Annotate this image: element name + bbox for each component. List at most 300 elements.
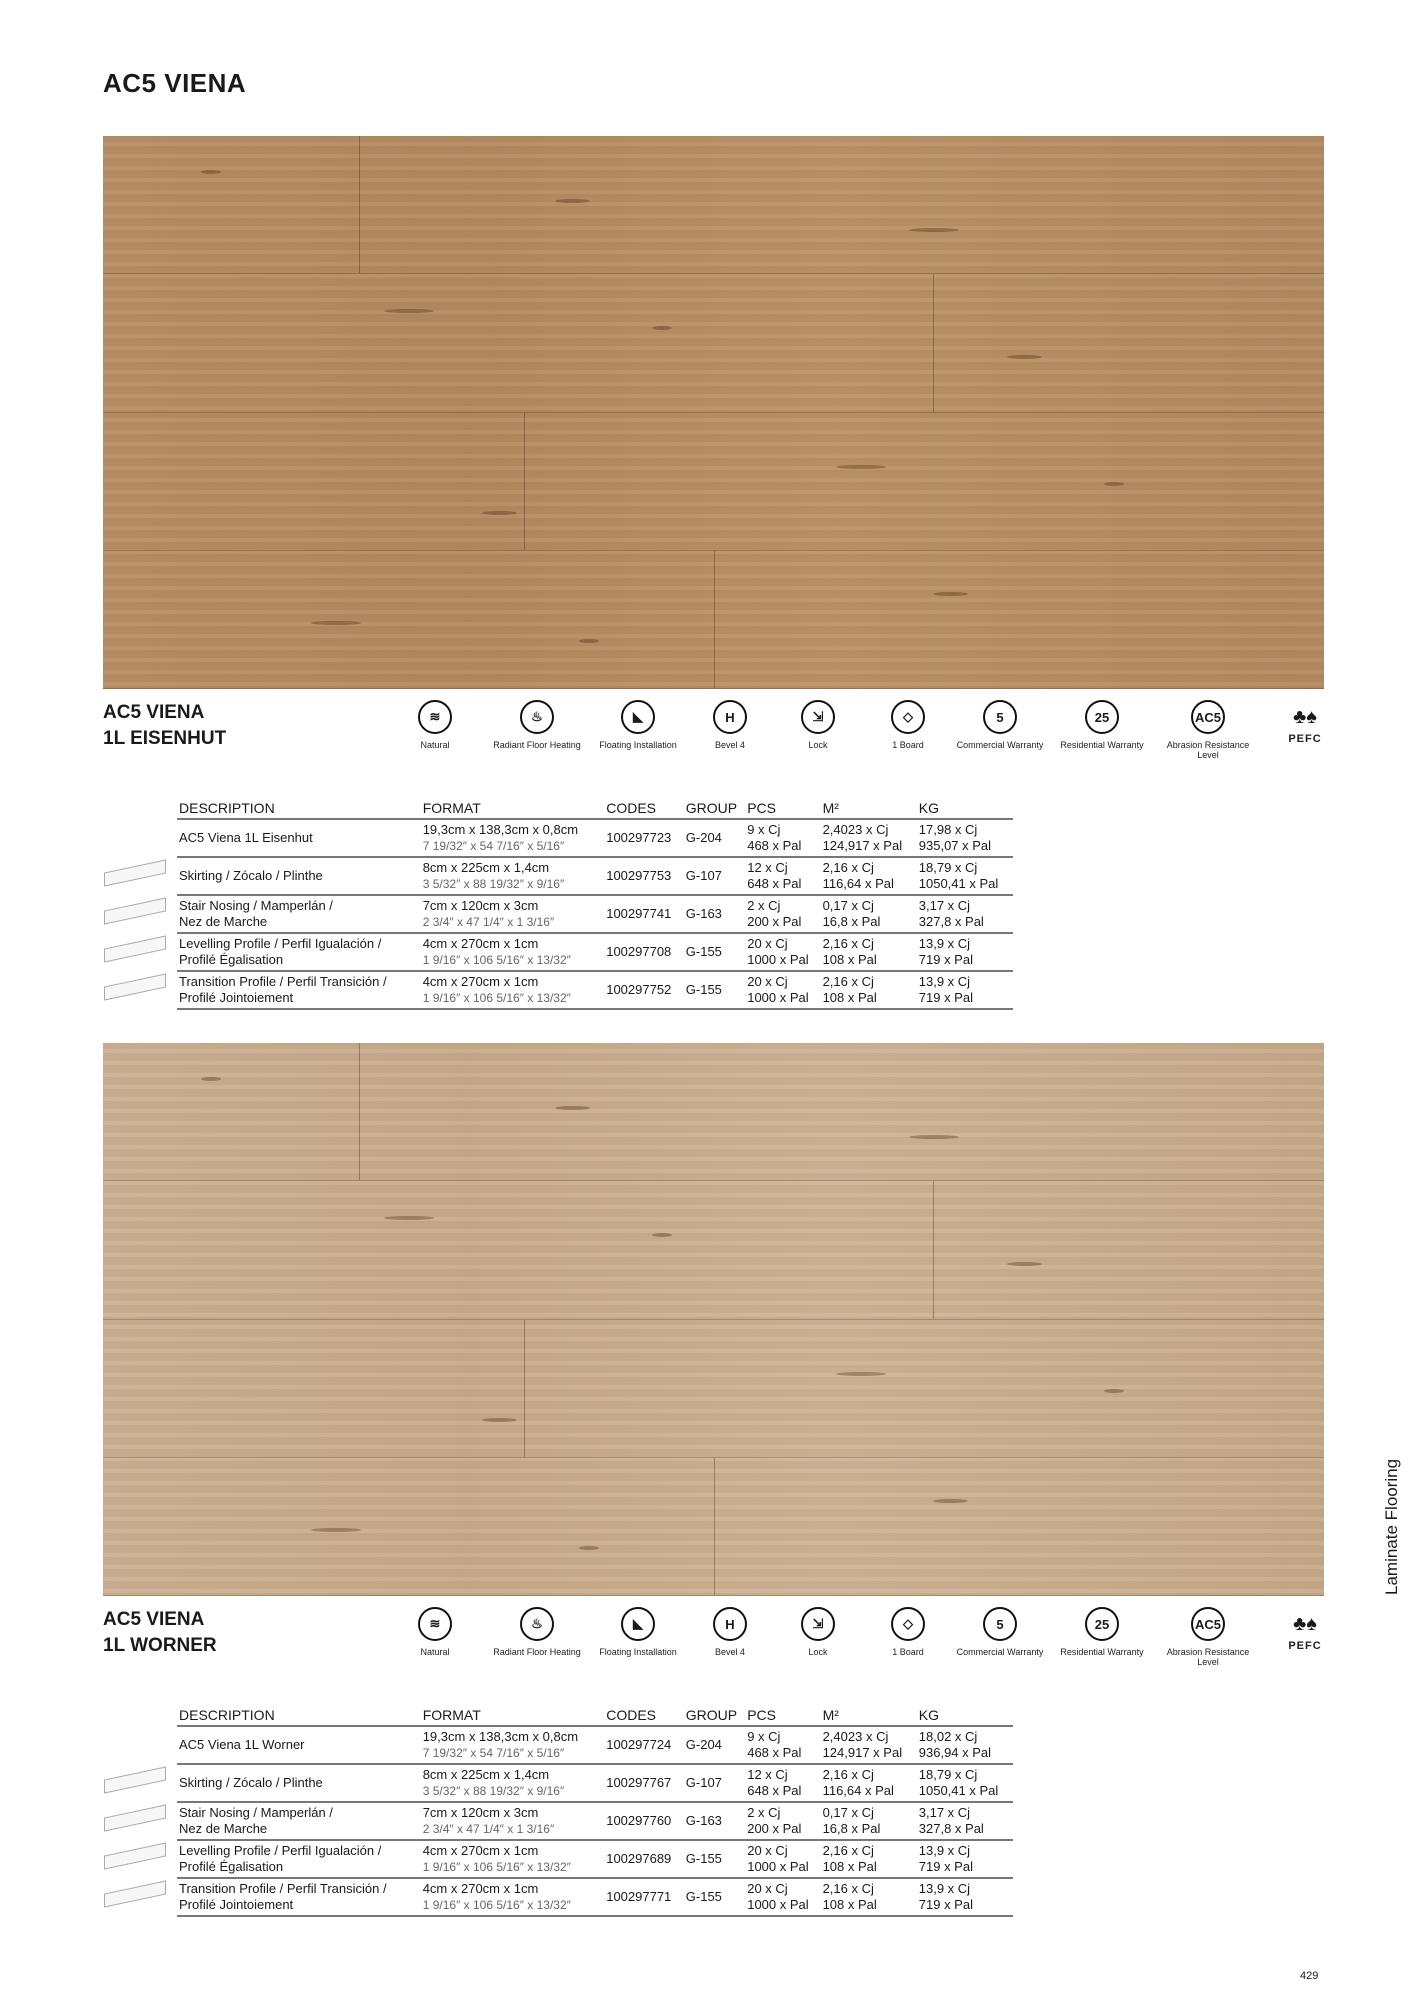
cell-value-secondary: 7 19/32″ x 54 7/16″ x 5/16″: [422, 839, 565, 853]
cell-value-secondary: 108 x Pal: [822, 952, 877, 967]
product-table: [177, 1707, 1013, 1917]
cell-value-secondary: 1 9/16″ x 106 5/16″ x 13/32″: [422, 1898, 571, 1912]
feature-label: Radiant Floor Heating: [493, 740, 581, 750]
cell-value-secondary: 719 x Pal: [918, 990, 973, 1005]
profile-thumbnail: [104, 935, 166, 962]
column-header: KG: [917, 800, 1013, 819]
feature-label: Floating Installation: [599, 1647, 677, 1657]
cell-value: 100297767: [606, 1775, 672, 1790]
cell-value: G-155: [685, 982, 722, 997]
cell-value: Transition Profile / Perfil Transición /: [179, 974, 387, 989]
feature-radiant-floor-heating: [492, 1607, 582, 1657]
product-name-line1: AC5 VIENA: [103, 1609, 205, 1630]
table-header-row: [177, 800, 1013, 819]
cell-value-secondary: 648 x Pal: [747, 876, 802, 891]
feature-pefc-logo: [1260, 700, 1350, 744]
cell-kg: [917, 857, 1013, 895]
cell-kg: [917, 933, 1013, 971]
page-title: AC5 VIENA: [103, 68, 247, 98]
wood-knot: [311, 621, 361, 625]
wood-knot: [1104, 1389, 1124, 1393]
commercial-warranty-icon: 5: [983, 1607, 1017, 1641]
cell-value: 18,79 x Cj: [918, 1767, 978, 1782]
cell-value-secondary: 1000 x Pal: [747, 990, 809, 1005]
feature-icons: [0, 1607, 1414, 1687]
product-name-line1: AC5 VIENA: [103, 702, 205, 723]
column-header: CODES: [604, 1707, 684, 1726]
cell-group: [684, 1802, 745, 1840]
cell-value: 3,17 x Cj: [918, 1805, 971, 1820]
wood-knot: [909, 1135, 959, 1139]
feature-label: Radiant Floor Heating: [493, 1647, 581, 1657]
cell-value: 13,9 x Cj: [918, 974, 971, 989]
feature-label: PEFC: [1288, 1640, 1322, 1652]
wood-knot: [652, 326, 672, 330]
wood-knot: [652, 1233, 672, 1237]
cell-group: [684, 1840, 745, 1878]
cell-m2: [821, 1878, 917, 1916]
cell-kg: [917, 1802, 1013, 1840]
plank-row: [103, 1458, 1324, 1596]
cell-value: 2,4023 x Cj: [822, 1729, 889, 1744]
cell-value-secondary: 108 x Pal: [822, 1897, 877, 1912]
cell-value: 2,16 x Cj: [822, 860, 874, 875]
cell-value: G-155: [685, 1851, 722, 1866]
feature-label: Natural: [420, 740, 450, 750]
cell-value: G-163: [685, 1813, 722, 1828]
wood-knot: [579, 1546, 599, 1550]
cell-code: [604, 1878, 684, 1916]
feature-label: Floating Installation: [599, 740, 677, 750]
cell-value: AC5 Viena 1L Eisenhut: [179, 830, 313, 845]
cell-value-secondary: 200 x Pal: [747, 1821, 802, 1836]
commercial-warranty-icon: 5: [983, 700, 1017, 734]
cell-value: G-155: [685, 944, 722, 959]
cell-value: 18,02 x Cj: [918, 1729, 978, 1744]
wood-knot: [1104, 482, 1124, 486]
cell-value: 13,9 x Cj: [918, 1843, 971, 1858]
cell-value-secondary: 719 x Pal: [918, 1859, 973, 1874]
cell-value: 100297708: [606, 944, 672, 959]
cell-pcs: [745, 857, 820, 895]
cell-m2: [821, 933, 917, 971]
residential-warranty-icon: 25: [1085, 1607, 1119, 1641]
plank-seam: [933, 1181, 934, 1318]
column-header: GROUP: [684, 1707, 745, 1726]
cell-value-secondary: 935,07 x Pal: [918, 838, 992, 853]
cell-group: [684, 895, 745, 933]
plank-row: [103, 551, 1324, 689]
cell-value: 100297760: [606, 1813, 672, 1828]
wood-knot: [201, 1077, 221, 1081]
cell-value: 2,16 x Cj: [822, 1881, 874, 1896]
feature-label: 1 Board: [892, 740, 924, 750]
cell-value: 7cm x 120cm x 3cm: [422, 898, 539, 913]
cell-value-secondary: 648 x Pal: [747, 1783, 802, 1798]
cell-value-secondary: 1 9/16″ x 106 5/16″ x 13/32″: [422, 991, 571, 1005]
abrasion-resistance-icon: AC5: [1191, 1607, 1225, 1641]
cell-fmt: [421, 1764, 605, 1802]
cell-desc: [177, 971, 421, 1009]
cell-desc: [177, 1878, 421, 1916]
cell-value: 12 x Cj: [747, 860, 788, 875]
cell-value-secondary: 2 3/4″ x 47 1/4″ x 1 3/16″: [422, 1822, 555, 1836]
cell-value-secondary: Nez de Marche: [179, 1821, 268, 1836]
cell-code: [604, 1764, 684, 1802]
radiant-floor-heating-icon: ♨: [520, 700, 554, 734]
cell-group: [684, 1764, 745, 1802]
cell-value-secondary: 1050,41 x Pal: [918, 1783, 999, 1798]
cell-value-secondary: 1000 x Pal: [747, 1897, 809, 1912]
cell-value: 100297724: [606, 1737, 672, 1752]
feature-floating-installation: [593, 700, 683, 750]
cell-value: Levelling Profile / Perfil Igualación /: [179, 1843, 382, 1858]
cell-fmt: [421, 933, 605, 971]
wood-knot: [311, 1528, 361, 1532]
cell-value: 7cm x 120cm x 3cm: [422, 1805, 539, 1820]
cell-value: 8cm x 225cm x 1,4cm: [422, 860, 550, 875]
feature-pefc-logo: [1260, 1607, 1350, 1651]
wood-knot: [909, 228, 959, 232]
cell-fmt: [421, 1840, 605, 1878]
cell-value: 3,17 x Cj: [918, 898, 971, 913]
cell-m2: [821, 1840, 917, 1878]
cell-code: [604, 1726, 684, 1764]
wood-knot: [933, 592, 968, 596]
cell-value: 8cm x 225cm x 1,4cm: [422, 1767, 550, 1782]
feature-label: Natural: [420, 1647, 450, 1657]
wood-knot: [482, 511, 517, 515]
feature-lock: [773, 1607, 863, 1657]
feature-label: Residential Warranty: [1060, 740, 1144, 750]
cell-m2: [821, 1802, 917, 1840]
bevel-icon: H: [713, 1607, 747, 1641]
cell-value: G-204: [685, 1737, 722, 1752]
abrasion-resistance-icon: AC5: [1191, 700, 1225, 734]
cell-value: 20 x Cj: [747, 1881, 788, 1896]
cell-kg: [917, 971, 1013, 1009]
plank-seam: [524, 413, 525, 550]
cell-code: [604, 971, 684, 1009]
cell-value: 2,4023 x Cj: [822, 822, 889, 837]
cell-pcs: [745, 1764, 820, 1802]
plank-seam: [359, 136, 360, 273]
feature-label: Lock: [808, 1647, 828, 1657]
cell-code: [604, 895, 684, 933]
feature-commercial-warranty: [955, 1607, 1045, 1657]
cell-value: Levelling Profile / Perfil Igualación /: [179, 936, 382, 951]
cell-value: G-107: [685, 868, 722, 883]
cell-fmt: [421, 1802, 605, 1840]
pefc-logo-icon: ♣♠: [1293, 1612, 1317, 1635]
cell-value-secondary: 3 5/32″ x 88 19/32″ x 9/16″: [422, 1784, 565, 1798]
column-header: KG: [917, 1707, 1013, 1726]
table-row: [177, 1764, 1013, 1802]
plank-row: [103, 1043, 1324, 1181]
column-header: M²: [821, 800, 917, 819]
cell-value: 20 x Cj: [747, 1843, 788, 1858]
cell-value-secondary: 116,64 x Pal: [822, 876, 894, 891]
wood-knot: [384, 309, 434, 313]
cell-value: 2,16 x Cj: [822, 936, 874, 951]
cell-pcs: [745, 1878, 820, 1916]
cell-kg: [917, 1764, 1013, 1802]
cell-value: AC5 Viena 1L Worner: [179, 1737, 305, 1752]
cell-pcs: [745, 933, 820, 971]
product-image-worner: [103, 1043, 1324, 1596]
plank-row: [103, 136, 1324, 274]
table-row: [177, 1726, 1013, 1764]
cell-value-secondary: 327,8 x Pal: [918, 1821, 984, 1836]
cell-fmt: [421, 895, 605, 933]
cell-group: [684, 819, 745, 857]
profile-thumbnail: [104, 1766, 166, 1793]
column-header: FORMAT: [421, 800, 605, 819]
table-row: [177, 1802, 1013, 1840]
wood-knot: [384, 1216, 434, 1220]
cell-desc: [177, 1764, 421, 1802]
product-name-line2: 1L WORNER: [103, 1635, 217, 1656]
floating-installation-icon: ◣: [621, 1607, 655, 1641]
cell-pcs: [745, 1802, 820, 1840]
wood-knot: [836, 465, 886, 469]
cell-fmt: [421, 1726, 605, 1764]
cell-value-secondary: 1 9/16″ x 106 5/16″ x 13/32″: [422, 1860, 571, 1874]
lock-icon: ⇲: [801, 1607, 835, 1641]
feature-bevel: [685, 1607, 775, 1657]
cell-value: 100297752: [606, 982, 672, 997]
cell-value-secondary: 936,94 x Pal: [918, 1745, 992, 1760]
cell-fmt: [421, 819, 605, 857]
cell-pcs: [745, 895, 820, 933]
pefc-logo-icon: ♣♠: [1293, 705, 1317, 728]
feature-label: Abrasion Resistance Level: [1166, 1647, 1250, 1667]
wood-knot: [579, 639, 599, 643]
feature-label: Abrasion Resistance Level: [1166, 740, 1250, 760]
feature-label: Commercial Warranty: [956, 1647, 1044, 1657]
cell-pcs: [745, 971, 820, 1009]
cell-m2: [821, 857, 917, 895]
cell-group: [684, 971, 745, 1009]
plank-seam: [714, 551, 715, 688]
column-header: M²: [821, 1707, 917, 1726]
cell-value: 2,16 x Cj: [822, 1767, 874, 1782]
cell-desc: [177, 1840, 421, 1878]
cell-value-secondary: 468 x Pal: [747, 1745, 802, 1760]
section-side-label: Laminate Flooring: [1382, 1458, 1401, 1595]
column-header: DESCRIPTION: [177, 1707, 421, 1726]
table-row: [177, 933, 1013, 971]
feature-one-board: [863, 700, 953, 750]
cell-group: [684, 933, 745, 971]
cell-group: [684, 1878, 745, 1916]
cell-code: [604, 857, 684, 895]
cell-kg: [917, 895, 1013, 933]
product-image-eisenhut: [103, 136, 1324, 689]
wood-knot: [933, 1499, 968, 1503]
feature-label: Residential Warranty: [1060, 1647, 1144, 1657]
cell-value: 4cm x 270cm x 1cm: [422, 936, 539, 951]
wood-knot: [555, 1106, 590, 1110]
cell-value-secondary: 2 3/4″ x 47 1/4″ x 1 3/16″: [422, 915, 555, 929]
cell-value: 13,9 x Cj: [918, 1881, 971, 1896]
cell-code: [604, 933, 684, 971]
cell-value: 2 x Cj: [747, 1805, 781, 1820]
cell-group: [684, 1726, 745, 1764]
plank-seam: [359, 1043, 360, 1180]
cell-value-secondary: 719 x Pal: [918, 952, 973, 967]
cell-value: 20 x Cj: [747, 974, 788, 989]
cell-value: 4cm x 270cm x 1cm: [422, 1881, 539, 1896]
natural-icon: ≋: [418, 1607, 452, 1641]
cell-value: 19,3cm x 138,3cm x 0,8cm: [422, 1729, 579, 1744]
cell-desc: [177, 895, 421, 933]
cell-value: 9 x Cj: [747, 1729, 781, 1744]
cell-pcs: [745, 1840, 820, 1878]
column-header: GROUP: [684, 800, 745, 819]
cell-value: 0,17 x Cj: [822, 898, 874, 913]
feature-bevel: [685, 700, 775, 750]
cell-fmt: [421, 971, 605, 1009]
cell-value: G-163: [685, 906, 722, 921]
cell-value-secondary: 200 x Pal: [747, 914, 802, 929]
plank-seam: [933, 274, 934, 411]
cell-value: 9 x Cj: [747, 822, 781, 837]
cell-desc: [177, 857, 421, 895]
feature-label: Lock: [808, 740, 828, 750]
cell-value-secondary: Profilé Jointoiement: [179, 1897, 294, 1912]
cell-value: G-204: [685, 830, 722, 845]
cell-fmt: [421, 1878, 605, 1916]
cell-group: [684, 857, 745, 895]
cell-value: 12 x Cj: [747, 1767, 788, 1782]
cell-value-secondary: 3 5/32″ x 88 19/32″ x 9/16″: [422, 877, 565, 891]
column-header: DESCRIPTION: [177, 800, 421, 819]
cell-m2: [821, 1726, 917, 1764]
feature-radiant-floor-heating: [492, 700, 582, 750]
cell-value-secondary: 327,8 x Pal: [918, 914, 984, 929]
cell-value-secondary: Profilé Jointoiement: [179, 990, 294, 1005]
cell-desc: [177, 933, 421, 971]
cell-m2: [821, 895, 917, 933]
feature-residential-warranty: [1057, 700, 1147, 750]
page-number: 429: [1300, 1970, 1319, 1982]
cell-value: 20 x Cj: [747, 936, 788, 951]
product-table: [177, 800, 1013, 1010]
cell-value-secondary: 108 x Pal: [822, 990, 877, 1005]
cell-value-secondary: 7 19/32″ x 54 7/16″ x 5/16″: [422, 1746, 565, 1760]
profile-thumbnail: [104, 1880, 166, 1907]
cell-value: 4cm x 270cm x 1cm: [422, 974, 539, 989]
table-row: [177, 1840, 1013, 1878]
cell-value-secondary: 108 x Pal: [822, 1859, 877, 1874]
cell-fmt: [421, 857, 605, 895]
bevel-icon: H: [713, 700, 747, 734]
cell-kg: [917, 819, 1013, 857]
column-header: CODES: [604, 800, 684, 819]
cell-value: 19,3cm x 138,3cm x 0,8cm: [422, 822, 579, 837]
feature-label: Bevel 4: [714, 1647, 746, 1657]
plank-seam: [714, 1458, 715, 1595]
cell-kg: [917, 1840, 1013, 1878]
feature-lock: [773, 700, 863, 750]
cell-value: 100297689: [606, 1851, 672, 1866]
wood-knot: [1007, 355, 1042, 359]
wood-knot: [555, 199, 590, 203]
feature-label: PEFC: [1288, 733, 1322, 745]
cell-value-secondary: 124,917 x Pal: [822, 1745, 903, 1760]
profile-thumbnail: [104, 897, 166, 924]
cell-value-secondary: 1000 x Pal: [747, 952, 809, 967]
cell-value: Stair Nosing / Mamperlán /: [179, 1805, 333, 1820]
cell-code: [604, 819, 684, 857]
cell-value-secondary: Profilé Égalisation: [179, 1859, 284, 1874]
plank-row: [103, 1181, 1324, 1319]
cell-value: 100297771: [606, 1889, 672, 1904]
cell-value-secondary: 1050,41 x Pal: [918, 876, 999, 891]
cell-pcs: [745, 819, 820, 857]
one-board-icon: ◇: [891, 700, 925, 734]
plank-row: [103, 413, 1324, 551]
feature-icons: [0, 700, 1414, 780]
cell-kg: [917, 1726, 1013, 1764]
cell-value: 18,79 x Cj: [918, 860, 978, 875]
cell-value: 0,17 x Cj: [822, 1805, 874, 1820]
one-board-icon: ◇: [891, 1607, 925, 1641]
lock-icon: ⇲: [801, 700, 835, 734]
cell-value: 13,9 x Cj: [918, 936, 971, 951]
cell-value: 100297753: [606, 868, 672, 883]
profile-thumbnail: [104, 973, 166, 1000]
feature-label: 1 Board: [892, 1647, 924, 1657]
cell-kg: [917, 1878, 1013, 1916]
cell-value-secondary: 1 9/16″ x 106 5/16″ x 13/32″: [422, 953, 571, 967]
cell-pcs: [745, 1726, 820, 1764]
profile-thumbnail: [104, 1842, 166, 1869]
cell-code: [604, 1802, 684, 1840]
table-row: [177, 971, 1013, 1009]
cell-desc: [177, 1726, 421, 1764]
feature-natural: [390, 700, 480, 750]
table-row: [177, 857, 1013, 895]
natural-icon: ≋: [418, 700, 452, 734]
profile-thumbnail: [104, 1804, 166, 1831]
wood-knot: [482, 1418, 517, 1422]
column-header: PCS: [745, 800, 820, 819]
wood-knot: [201, 170, 221, 174]
cell-value-secondary: Nez de Marche: [179, 914, 268, 929]
cell-value: 2,16 x Cj: [822, 974, 874, 989]
cell-value-secondary: 468 x Pal: [747, 838, 802, 853]
cell-value-secondary: Profilé Égalisation: [179, 952, 284, 967]
feature-residential-warranty: [1057, 1607, 1147, 1657]
cell-value: 100297723: [606, 830, 672, 845]
feature-abrasion-resistance: [1163, 1607, 1253, 1667]
radiant-floor-heating-icon: ♨: [520, 1607, 554, 1641]
feature-abrasion-resistance: [1163, 700, 1253, 760]
cell-desc: [177, 1802, 421, 1840]
cell-value-secondary: 16,8 x Pal: [822, 914, 881, 929]
cell-value-secondary: 719 x Pal: [918, 1897, 973, 1912]
table-header-row: [177, 1707, 1013, 1726]
cell-value-secondary: 16,8 x Pal: [822, 1821, 881, 1836]
feature-floating-installation: [593, 1607, 683, 1657]
cell-value: 2 x Cj: [747, 898, 781, 913]
cell-value: 2,16 x Cj: [822, 1843, 874, 1858]
cell-value: 100297741: [606, 906, 672, 921]
table-row: [177, 895, 1013, 933]
wood-knot: [1007, 1262, 1042, 1266]
